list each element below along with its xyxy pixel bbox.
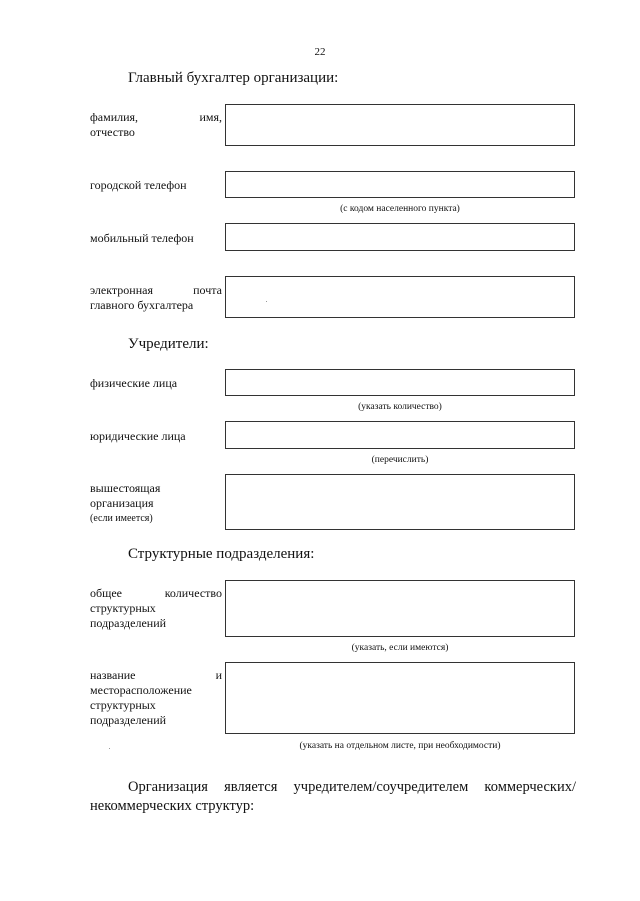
parent-org-label-line2: организация	[90, 496, 154, 510]
parent-org-label	[90, 481, 222, 526]
scan-speck	[266, 301, 267, 302]
founders-heading: Учредители:	[128, 336, 209, 352]
divisions-heading: Структурные подразделения:	[128, 546, 315, 562]
scan-speck	[109, 748, 110, 749]
page-number: 22	[314, 46, 326, 58]
full-name-label	[90, 110, 222, 140]
parent-org-field[interactable]	[225, 474, 575, 530]
mobile-phone-label: мобильный телефон	[90, 231, 194, 245]
division-names-hint: (указать на отдельном листе, при необходимости)	[299, 741, 501, 751]
city-phone-field[interactable]	[225, 171, 575, 198]
division-names-label-line2: месторасположение	[90, 683, 192, 697]
full-name-label-line1: фамилия, имя,	[90, 110, 222, 124]
founder-statement-line1: Организация является учредителем/соучредителем коммерческих/	[128, 779, 576, 795]
legal-entities-hint: (перечислить)	[371, 455, 429, 465]
individuals-hint: (указать количество)	[358, 402, 442, 412]
individuals-field[interactable]	[225, 369, 575, 396]
parent-org-label-line1: вышестоящая	[90, 481, 161, 495]
division-count-label	[90, 586, 222, 631]
chief-accountant-heading: Главный бухгалтер организации:	[128, 70, 339, 86]
city-phone-hint: (с кодом населенного пункта)	[340, 204, 460, 214]
legal-entities-label: юридические лица	[90, 429, 186, 443]
parent-org-label-line3: (если имеется)	[90, 513, 153, 524]
individuals-label: физические лица	[90, 376, 178, 390]
division-names-label-line4: подразделений	[90, 713, 167, 727]
city-phone-label: городской телефон	[90, 178, 187, 192]
division-count-label-line3: подразделений	[90, 616, 167, 630]
founder-statement-line2: некоммерческих структур:	[90, 798, 255, 814]
full-name-label-line2: отчество	[90, 125, 135, 139]
division-names-label	[90, 668, 222, 728]
email-label	[90, 283, 222, 313]
full-name-field[interactable]	[225, 104, 575, 146]
founder-statement	[90, 778, 576, 816]
email-label-line1: электронная почта	[90, 283, 222, 297]
division-count-hint: (указать, если имеются)	[351, 643, 449, 653]
legal-entities-field[interactable]	[225, 421, 575, 449]
division-names-label-line3: структурных	[90, 698, 156, 712]
division-names-field[interactable]	[225, 662, 575, 734]
division-names-label-line1: название и	[90, 668, 222, 682]
email-label-line2: главного бухгалтера	[90, 298, 194, 312]
email-field[interactable]	[225, 276, 575, 318]
division-count-label-line2: структурных	[90, 601, 156, 615]
division-count-field[interactable]	[225, 580, 575, 637]
division-count-label-line1: общее количество	[90, 586, 222, 600]
mobile-phone-field[interactable]	[225, 223, 575, 251]
